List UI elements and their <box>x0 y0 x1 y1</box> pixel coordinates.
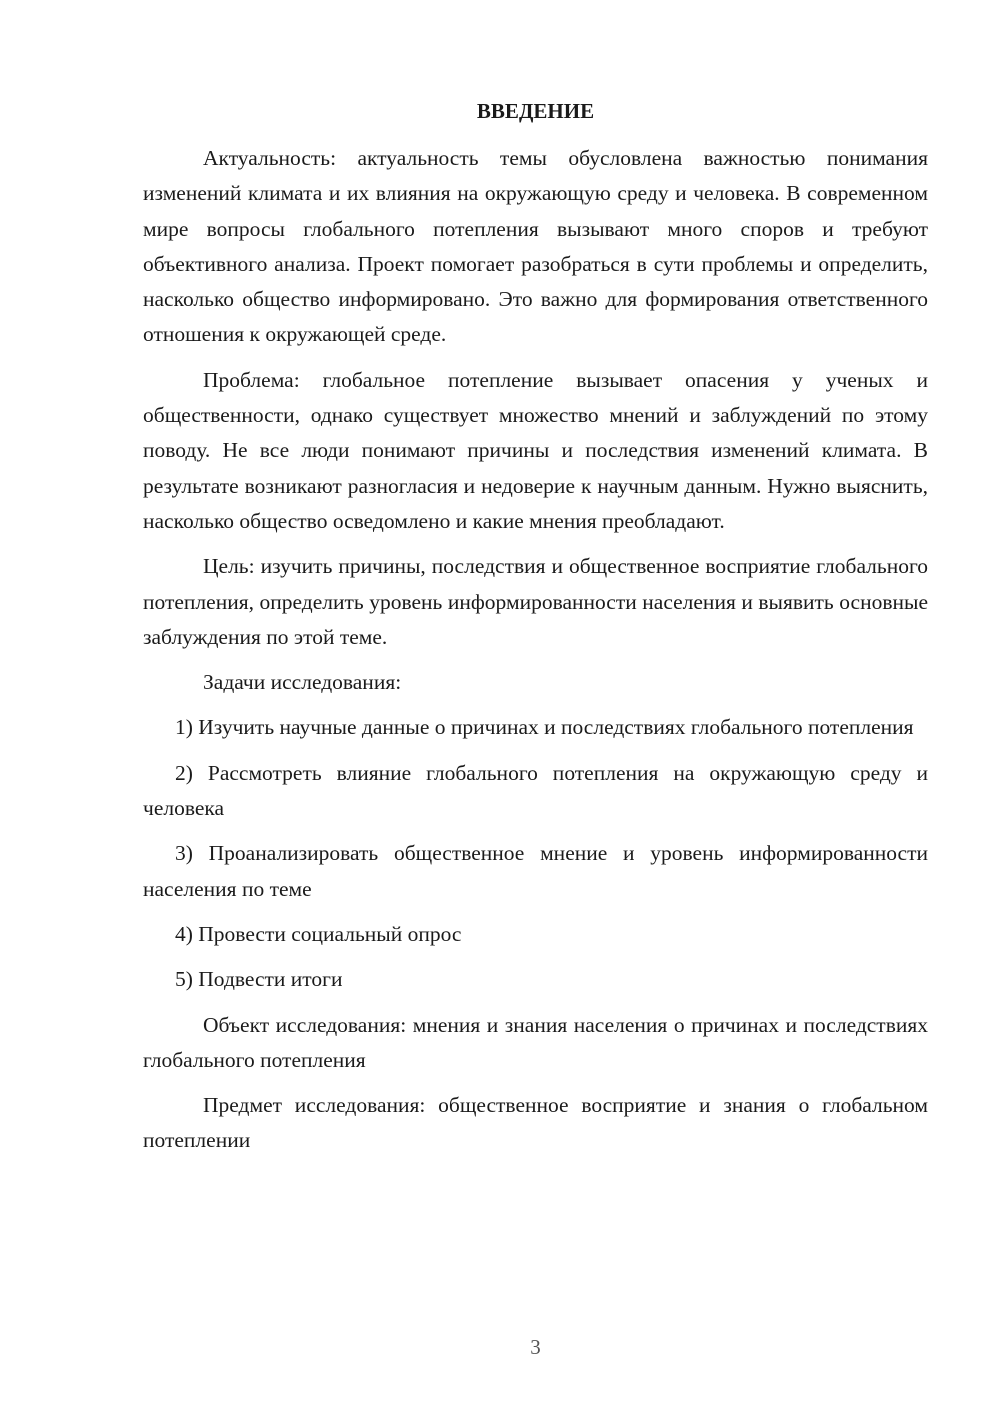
task-item-4: 4) Провести социальный опрос <box>175 921 462 946</box>
task-item-2: 2) Рассмотреть влияние глобального потепления на окружающую среду и человека <box>143 760 928 821</box>
page-body <box>143 141 928 1169</box>
task-item-5: 5) Подвести итоги <box>175 967 343 992</box>
paragraph-relevance: Актуальность: актуальность темы обусловлена важностью понимания изменений климата и их влияния на окружающую среду и человека. В современном мире вопросы глобального потепления вызывают много споров и требуют объективного анализа. Проект помогает разобраться в сути проблемы и определить, насколько общество информировано. Это важно для формирования ответственного отношения к окружающей среде. <box>143 146 928 347</box>
task-item-3: 3) Проанализировать общественное мнение и уровень информированности населения по теме <box>143 841 928 901</box>
task-item-1: 1) Изучить научные данные о причинах и последствиях глобального потепления <box>175 715 914 740</box>
document-page <box>143 0 928 1414</box>
tasks-heading: Задачи исследования: <box>203 670 402 695</box>
page-title: ВВЕДЕНИЕ <box>476 99 595 123</box>
page-number: 3 <box>530 1335 541 1359</box>
paragraph-goal: Цель: изучить причины, последствия и общественное восприятие глобального потепления, определить уровень информированности населения и выявить основные заблуждения по этой теме. <box>143 554 928 649</box>
paragraph-subject: Предмет исследования: общественное восприятие и знания о глобальном потеплении <box>143 1093 928 1153</box>
paragraph-problem: Проблема: глобальное потепление вызывает опасения у ученых и общественности, однако существует множество мнений и заблуждений по этому поводу. Не все люди понимают причины и последствия изменений климата. В результате возникают разногласия и недоверие к научным данным. Нужно выяснить, насколько общество осведомлено и какие мнения преобладают. <box>143 367 928 533</box>
paragraph-object: Объект исследования: мнения и знания населения о причинах и последствиях глобального потепления <box>143 1012 928 1072</box>
